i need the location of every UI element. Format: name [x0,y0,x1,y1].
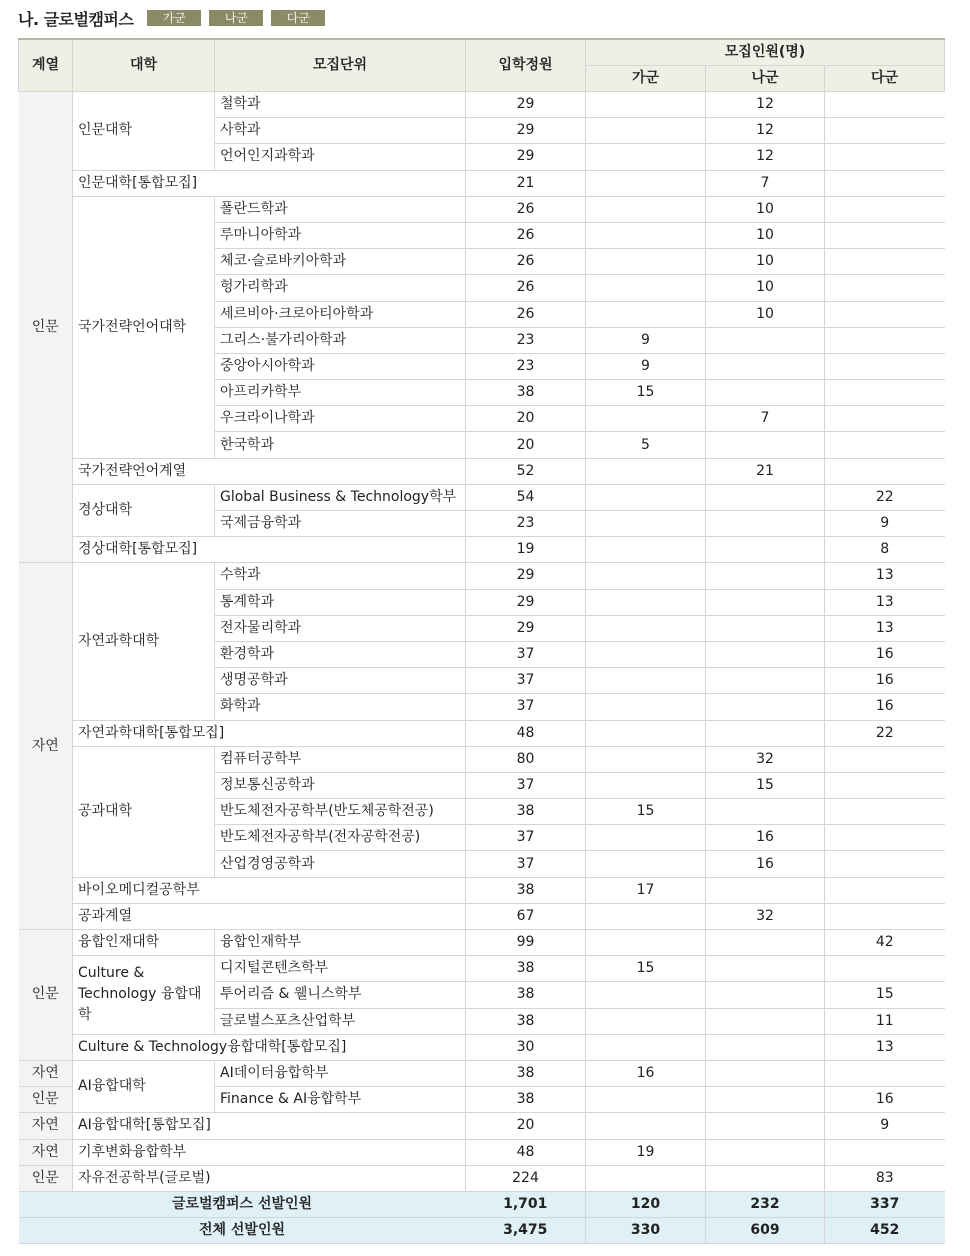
na-cell [706,720,825,746]
unit-cell: 중앙아시아학과 [215,353,466,379]
ga-cell [586,746,706,772]
da-cell: 83 [825,1165,945,1191]
unit-cell: Global Business & Technology학부 [215,484,466,510]
quota-cell: 19 [466,537,586,563]
da-cell [825,851,945,877]
total-ga: 120 [586,1191,706,1217]
unit-cell: 투어리즘 & 웰니스학부 [215,982,466,1008]
total-da: 337 [825,1191,945,1217]
table-row [19,563,945,589]
unit-cell: 언어인지과학과 [215,144,466,170]
ga-cell [586,1008,706,1034]
category-cell: 자연 [19,1060,73,1086]
unit-cell: 폴란드학과 [215,196,466,222]
college-cell: 자유전공학부(글로벌) [73,1165,466,1191]
na-cell [706,432,825,458]
table-row [19,196,945,222]
da-cell: 9 [825,1113,945,1139]
unit-cell: 통계학과 [215,589,466,615]
recruitment-table [18,38,945,1244]
na-cell: 21 [706,458,825,484]
ga-cell: 17 [586,877,706,903]
quota-cell: 48 [466,1139,586,1165]
ga-cell [586,249,706,275]
unit-cell: 전자물리학과 [215,615,466,641]
category-cell: 자연 [19,1113,73,1139]
quota-cell: 29 [466,589,586,615]
ga-cell [586,1034,706,1060]
quota-cell: 38 [466,799,586,825]
total-da: 452 [825,1218,945,1244]
ga-cell [586,903,706,929]
ga-cell: 9 [586,353,706,379]
na-cell [706,1165,825,1191]
ga-cell [586,196,706,222]
badge-na: 나군 [209,10,263,26]
ga-cell: 15 [586,380,706,406]
table-row [19,537,945,563]
ga-cell [586,668,706,694]
college-cell: Culture & Technology융합대학[통합모집] [73,1034,466,1060]
da-cell [825,380,945,406]
na-cell [706,511,825,537]
da-cell [825,772,945,798]
da-cell: 11 [825,1008,945,1034]
quota-cell: 38 [466,1060,586,1086]
college-cell: 자연과학대학 [73,563,215,720]
da-cell: 16 [825,668,945,694]
quota-cell: 26 [466,222,586,248]
da-cell [825,92,945,118]
ga-cell [586,982,706,1008]
header-na: 나군 [706,66,825,92]
quota-cell: 80 [466,746,586,772]
table-row [19,1034,945,1060]
quota-cell: 29 [466,92,586,118]
total-row-campus [19,1191,945,1217]
unit-cell: 우크라이나학과 [215,406,466,432]
category-cell: 인문 [19,1087,73,1113]
na-cell [706,327,825,353]
college-cell: 국가전략언어계열 [73,458,466,484]
da-cell [825,432,945,458]
quota-cell: 23 [466,327,586,353]
na-cell [706,1060,825,1086]
da-cell [825,956,945,982]
quota-cell: 37 [466,772,586,798]
na-cell [706,1113,825,1139]
college-cell: AI융합대학 [73,1060,215,1112]
ga-cell [586,772,706,798]
na-cell [706,537,825,563]
quota-cell: 26 [466,249,586,275]
header-da: 다군 [825,66,945,92]
quota-cell: 29 [466,563,586,589]
ga-cell [586,851,706,877]
da-cell: 16 [825,694,945,720]
ga-cell [586,589,706,615]
table-row [19,170,945,196]
unit-cell: 세르비아·크로아티아학과 [215,301,466,327]
ga-cell: 5 [586,432,706,458]
quota-cell: 21 [466,170,586,196]
quota-cell: 26 [466,196,586,222]
da-cell [825,903,945,929]
college-cell: 경상대학 [73,484,215,536]
na-cell: 10 [706,275,825,301]
quota-cell: 30 [466,1034,586,1060]
table-row [19,877,945,903]
ga-cell: 15 [586,799,706,825]
quota-cell: 38 [466,956,586,982]
quota-cell: 37 [466,641,586,667]
na-cell: 32 [706,903,825,929]
unit-cell: 한국학과 [215,432,466,458]
total-label: 글로벌캠퍼스 선발인원 [19,1191,466,1217]
college-cell: 공과대학 [73,746,215,877]
quota-cell: 54 [466,484,586,510]
unit-cell: 체코·슬로바키아학과 [215,249,466,275]
unit-cell: 헝가리학과 [215,275,466,301]
ga-cell [586,930,706,956]
ga-cell [586,825,706,851]
badge-ga: 가군 [147,10,201,26]
college-cell: 공과계열 [73,903,466,929]
na-cell: 7 [706,406,825,432]
category-cell: 자연 [19,1139,73,1165]
total-na: 609 [706,1218,825,1244]
category-cell: 인문 [19,930,73,1061]
da-cell [825,746,945,772]
na-cell [706,877,825,903]
da-cell [825,249,945,275]
na-cell [706,589,825,615]
ga-cell [586,694,706,720]
table-row [19,720,945,746]
college-cell: 바이오메디컬공학부 [73,877,466,903]
unit-cell: 사학과 [215,118,466,144]
na-cell [706,982,825,1008]
section-title [18,6,325,30]
ga-cell [586,1165,706,1191]
total-ga: 330 [586,1218,706,1244]
unit-cell: 환경학과 [215,641,466,667]
header-ga: 가군 [586,66,706,92]
quota-cell: 23 [466,511,586,537]
ga-cell [586,1087,706,1113]
ga-cell [586,275,706,301]
category-cell: 인문 [19,92,73,563]
unit-cell: 철학과 [215,92,466,118]
unit-cell: 생명공학과 [215,668,466,694]
header-quota: 입학정원 [466,39,586,92]
na-cell: 12 [706,92,825,118]
da-cell [825,825,945,851]
quota-cell: 29 [466,615,586,641]
college-cell: AI융합대학[통합모집] [73,1113,466,1139]
unit-cell: 반도체전자공학부(반도체공학전공) [215,799,466,825]
na-cell: 16 [706,851,825,877]
da-cell [825,406,945,432]
da-cell [825,1139,945,1165]
quota-cell: 37 [466,851,586,877]
college-cell: Culture & Technology 융합대학 [73,956,215,1035]
unit-cell: 디지털콘텐츠학부 [215,956,466,982]
college-cell: 자연과학대학[통합모집] [73,720,466,746]
table-row [19,1113,945,1139]
college-cell: 융합인재대학 [73,930,215,956]
college-cell: 인문대학[통합모집] [73,170,466,196]
quota-cell: 48 [466,720,586,746]
na-cell [706,1008,825,1034]
unit-cell: AI데이터융합학부 [215,1060,466,1086]
quota-cell: 37 [466,694,586,720]
na-cell: 10 [706,301,825,327]
ga-cell [586,511,706,537]
na-cell [706,694,825,720]
da-cell: 22 [825,484,945,510]
da-cell: 9 [825,511,945,537]
college-cell: 인문대학 [73,92,215,171]
quota-cell: 37 [466,825,586,851]
na-cell [706,484,825,510]
ga-cell [586,301,706,327]
da-cell [825,327,945,353]
da-cell [825,222,945,248]
quota-cell: 29 [466,118,586,144]
quota-cell: 38 [466,877,586,903]
ga-cell [586,537,706,563]
unit-cell: Finance & AI융합학부 [215,1087,466,1113]
college-cell: 기후변화융합학부 [73,1139,466,1165]
da-cell [825,196,945,222]
na-cell [706,1034,825,1060]
quota-cell: 67 [466,903,586,929]
na-cell [706,668,825,694]
badge-da: 다군 [271,10,325,26]
unit-cell: 그리스·불가리아학과 [215,327,466,353]
ga-cell [586,1113,706,1139]
ga-cell: 19 [586,1139,706,1165]
quota-cell: 38 [466,982,586,1008]
da-cell: 13 [825,589,945,615]
header-unit: 모집단위 [215,39,466,92]
quota-cell: 99 [466,930,586,956]
da-cell [825,301,945,327]
table-row [19,903,945,929]
ga-cell: 9 [586,327,706,353]
table-row [19,484,945,510]
ga-cell [586,563,706,589]
da-cell: 13 [825,1034,945,1060]
unit-cell: 수학과 [215,563,466,589]
ga-cell: 15 [586,956,706,982]
college-cell: 경상대학[통합모집] [73,537,466,563]
da-cell: 13 [825,615,945,641]
unit-cell: 국제금융학과 [215,511,466,537]
quota-cell: 52 [466,458,586,484]
da-cell: 22 [825,720,945,746]
quota-cell: 29 [466,144,586,170]
na-cell: 10 [706,196,825,222]
table-row [19,746,945,772]
table-row [19,956,945,982]
na-cell [706,615,825,641]
na-cell: 15 [706,772,825,798]
category-cell: 자연 [19,563,73,930]
quota-cell: 20 [466,432,586,458]
quota-cell: 38 [466,1008,586,1034]
na-cell [706,563,825,589]
table-row [19,1165,945,1191]
ga-cell [586,720,706,746]
header-college: 대학 [73,39,215,92]
quota-cell: 23 [466,353,586,379]
quota-cell: 37 [466,668,586,694]
da-cell: 13 [825,563,945,589]
na-cell: 12 [706,118,825,144]
da-cell [825,1060,945,1086]
ga-cell [586,641,706,667]
ga-cell [586,222,706,248]
table-row [19,92,945,118]
unit-cell: 아프리카학부 [215,380,466,406]
na-cell: 7 [706,170,825,196]
quota-cell: 26 [466,275,586,301]
quota-cell: 38 [466,1087,586,1113]
quota-cell: 20 [466,1113,586,1139]
ga-cell [586,615,706,641]
college-cell: 국가전략언어대학 [73,196,215,458]
total-quota: 1,701 [466,1191,586,1217]
na-cell [706,799,825,825]
unit-cell: 컴퓨터공학부 [215,746,466,772]
da-cell [825,353,945,379]
na-cell [706,380,825,406]
table-row [19,930,945,956]
unit-cell: 글로벌스포츠산업학부 [215,1008,466,1034]
total-quota: 3,475 [466,1218,586,1244]
ga-cell [586,484,706,510]
na-cell [706,641,825,667]
da-cell [825,170,945,196]
da-cell [825,877,945,903]
table-row [19,1060,945,1086]
unit-cell: 화학과 [215,694,466,720]
unit-cell: 융합인재학부 [215,930,466,956]
table-row [19,1139,945,1165]
ga-cell [586,458,706,484]
da-cell: 15 [825,982,945,1008]
header-category: 계열 [19,39,73,92]
total-label: 전체 선발인원 [19,1218,466,1244]
ga-cell [586,144,706,170]
ga-cell: 16 [586,1060,706,1086]
na-cell: 16 [706,825,825,851]
da-cell: 8 [825,537,945,563]
na-cell [706,1139,825,1165]
total-na: 232 [706,1191,825,1217]
na-cell [706,1087,825,1113]
na-cell [706,930,825,956]
na-cell: 32 [706,746,825,772]
na-cell [706,353,825,379]
na-cell: 12 [706,144,825,170]
na-cell: 10 [706,222,825,248]
da-cell [825,118,945,144]
category-cell: 인문 [19,1165,73,1191]
quota-cell: 20 [466,406,586,432]
ga-cell [586,92,706,118]
total-row-all [19,1218,945,1244]
ga-cell [586,170,706,196]
da-cell [825,458,945,484]
ga-cell [586,118,706,144]
na-cell [706,956,825,982]
quota-cell: 38 [466,380,586,406]
da-cell: 16 [825,641,945,667]
unit-cell: 루마니아학과 [215,222,466,248]
unit-cell: 산업경영공학과 [215,851,466,877]
quota-cell: 26 [466,301,586,327]
unit-cell: 정보통신공학과 [215,772,466,798]
da-cell: 42 [825,930,945,956]
header-recruit: 모집인원(명) [586,39,945,66]
unit-cell: 반도체전자공학부(전자공학전공) [215,825,466,851]
na-cell: 10 [706,249,825,275]
ga-cell [586,406,706,432]
section-title-text: 나. 글로벌캠퍼스 [18,9,134,29]
quota-cell: 224 [466,1165,586,1191]
da-cell: 16 [825,1087,945,1113]
da-cell [825,144,945,170]
table-row [19,458,945,484]
da-cell [825,799,945,825]
da-cell [825,275,945,301]
